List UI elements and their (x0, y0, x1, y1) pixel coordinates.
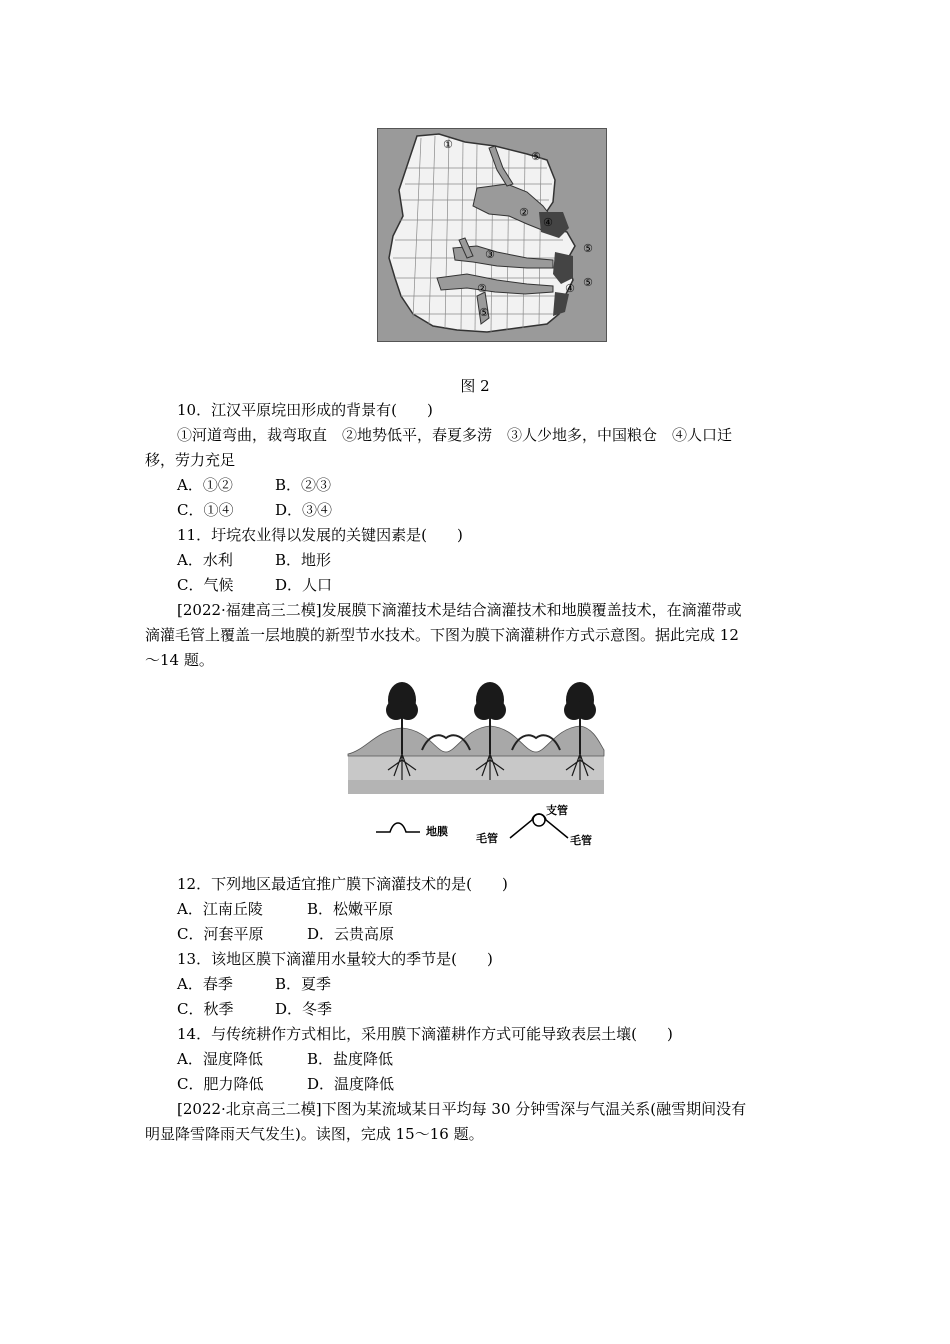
q10-option-c[interactable]: C．①④ (177, 501, 234, 519)
intro-12-14-line3: ～14 题。 (145, 651, 214, 669)
legend-branch: 支管 (546, 804, 568, 817)
questions-10-11 (145, 398, 807, 673)
q13-option-d[interactable]: D．冬季 (275, 1000, 333, 1018)
q14-stem: 14．与传统耕作方式相比，采用膜下滴灌耕作方式可能导致表层土壤( ) (177, 1025, 673, 1043)
intro-12-14-line2: 滴灌毛管上覆盖一层地膜的新型节水技术。下图为膜下滴灌耕作方式示意图。据此完成 12 (145, 626, 739, 644)
q10-options-row1 (145, 473, 807, 498)
soil-ridges (348, 726, 604, 756)
q13-option-b[interactable]: B．夏季 (275, 975, 332, 993)
marker-2-lower: ② (477, 282, 487, 295)
q14-options-row1 (145, 1047, 807, 1072)
q12-options-row2 (145, 922, 807, 947)
q13-options-row2 (145, 997, 807, 1022)
polder-field-map (377, 128, 607, 342)
q12-option-c[interactable]: C．河套平原 (177, 925, 264, 943)
q12-stem: 12．下列地区最适宜推广膜下滴灌技术的是( ) (177, 875, 508, 893)
intro-12-14-line1: [2022·福建高三二模]发展膜下滴灌技术是结合滴灌技术和地膜覆盖技术，在滴灌带或 (177, 601, 742, 619)
marker-5-bottom: ⑤ (479, 306, 489, 319)
q12-option-d[interactable]: D．云贵高原 (307, 925, 395, 943)
drip-irrigation-diagram (346, 680, 606, 850)
q11-option-d[interactable]: D．人口 (275, 576, 333, 594)
q14-option-b[interactable]: B．盐度降低 (307, 1050, 394, 1068)
q13-option-c[interactable]: C．秋季 (177, 1000, 234, 1018)
branch-pipe-symbol (533, 814, 545, 826)
q10-option-d[interactable]: D．③④ (275, 501, 333, 519)
intro-15-16-line2: 明显降雪降雨天气发生)。读图，完成 15～16 题。 (145, 1125, 484, 1143)
q11-option-a[interactable]: A．水利 (177, 551, 233, 569)
q14-options-row2 (145, 1072, 807, 1097)
legend-film: 地膜 (426, 825, 448, 838)
q10-option-a[interactable]: A．①② (177, 476, 233, 494)
film-legend-symbol (376, 823, 420, 832)
q11-stem: 11．圩垸农业得以发展的关键因素是( ) (177, 526, 463, 544)
q13-options-row1 (145, 972, 807, 997)
q13-option-a[interactable]: A．春季 (177, 975, 233, 993)
marker-4-upper: ④ (543, 216, 553, 229)
q14-option-d[interactable]: D．温度降低 (307, 1075, 395, 1093)
legend-capillary-left: 毛管 (476, 832, 498, 845)
q11-option-c[interactable]: C．气候 (177, 576, 234, 594)
q10-options-row2 (145, 498, 807, 523)
figure-2-caption: 图 2 (460, 377, 490, 395)
questions-12-14 (145, 872, 807, 1147)
q11-options-row1 (145, 548, 807, 573)
q10-statements-line1: ①河道弯曲，裁弯取直 ②地势低平，春夏多涝 ③人少地多，中国粮仓 ④人口迁 (177, 426, 733, 444)
marker-3: ③ (485, 248, 495, 261)
marker-4-lower: ④ (565, 282, 575, 295)
drip-legend (376, 803, 592, 847)
q11-options-row2 (145, 573, 807, 598)
marker-5-lower-right: ⑤ (583, 276, 593, 289)
q12-option-b[interactable]: B．松嫩平原 (307, 900, 394, 918)
marker-5-top: ⑤ (531, 150, 541, 163)
q10-stem: 10．江汉平原垸田形成的背景有( ) (177, 401, 433, 419)
q12-options-row1 (145, 897, 807, 922)
intro-15-16-line1: [2022·北京高三二模]下图为某流域某日平均每 30 分钟雪深与气温关系(融雪期间没有 (177, 1100, 747, 1118)
legend-capillary-right: 毛管 (570, 834, 592, 847)
q11-option-b[interactable]: B．地形 (275, 551, 332, 569)
marker-2-upper: ② (519, 206, 529, 219)
q10-statements-line2: 移，劳力充足 (145, 451, 236, 469)
q14-option-c[interactable]: C．肥力降低 (177, 1075, 264, 1093)
marker-5-upper-right: ⑤ (583, 242, 593, 255)
q14-option-a[interactable]: A．湿度降低 (177, 1050, 263, 1068)
q10-option-b[interactable]: B．②③ (275, 476, 332, 494)
q13-stem: 13．该地区膜下滴灌用水量较大的季节是( ) (177, 950, 493, 968)
marker-1: ① (443, 138, 453, 151)
q12-option-a[interactable]: A．江南丘陵 (177, 900, 263, 918)
